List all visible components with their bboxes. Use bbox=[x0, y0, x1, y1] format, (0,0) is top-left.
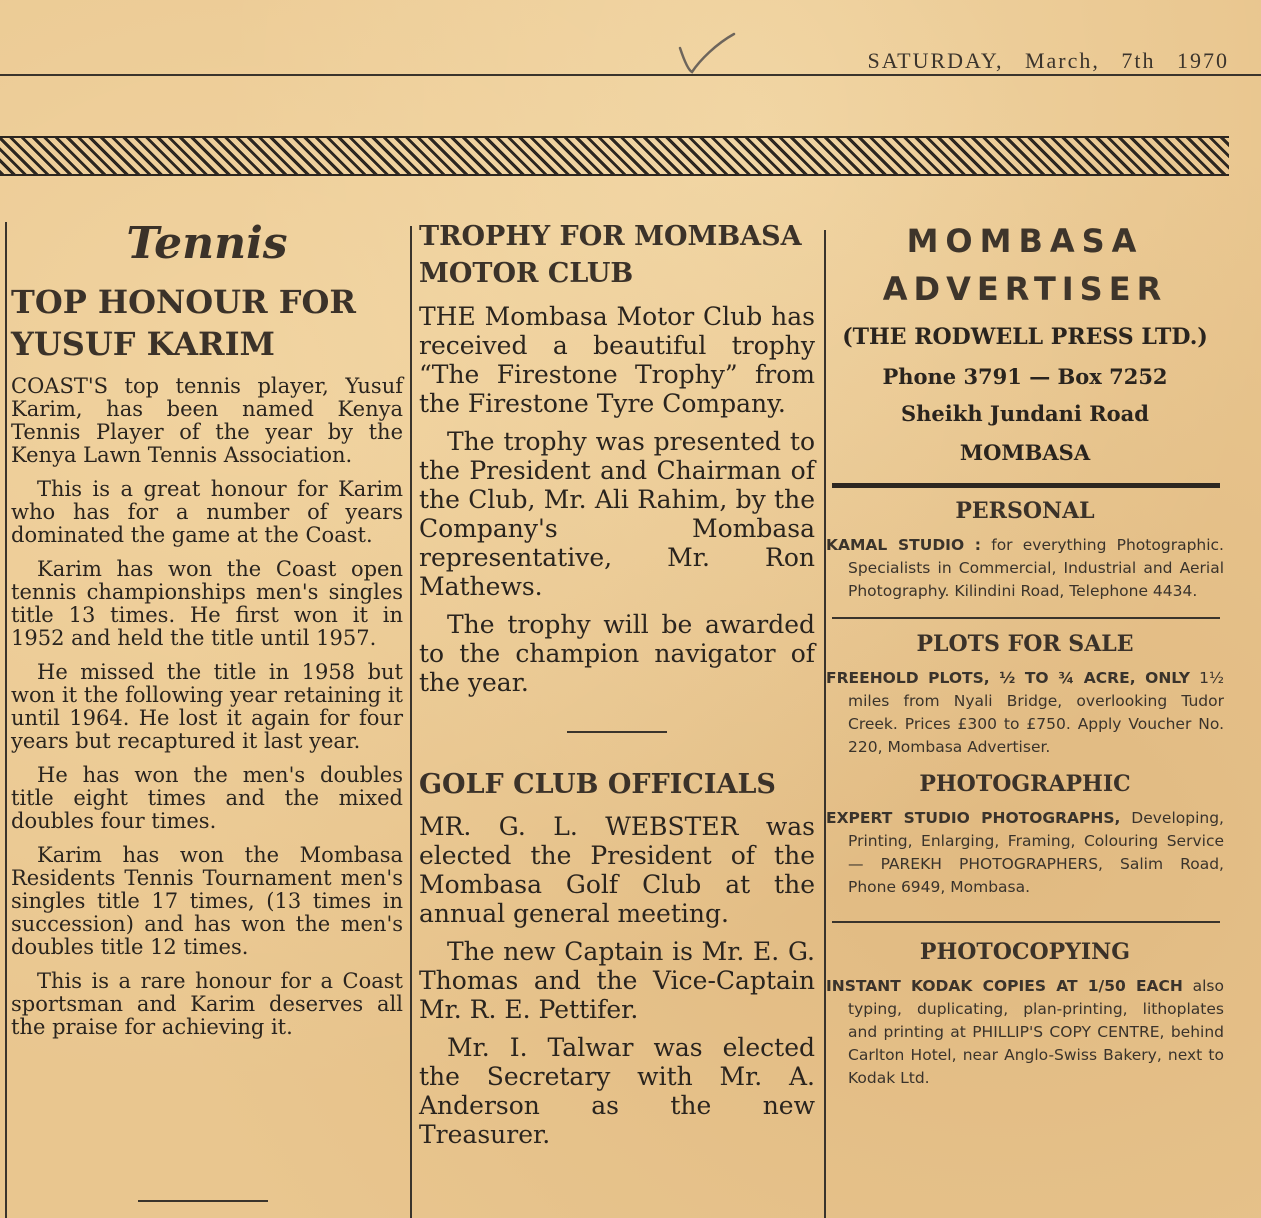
paragraph: The new Captain is Mr. E. G. Thomas and the Vice-Captain Mr. R. E. Pettifer. bbox=[419, 937, 815, 1024]
paragraph: THE Mombasa Motor Club has received a beautiful trophy “The Firestone Trophy” from the Firestone Tyre Company. bbox=[419, 302, 815, 418]
masthead-title: ADVERTISER bbox=[882, 270, 1168, 308]
headline-line: MOTOR CLUB bbox=[419, 258, 634, 289]
ad-lead: KAMAL STUDIO : bbox=[826, 536, 982, 554]
end-rule bbox=[138, 1200, 268, 1202]
motor-club-headline bbox=[419, 218, 815, 292]
paragraph: Karim has won the Coast open tennis championships men's singles title 13 times. He first won it in 1952 and held the title until 1957. bbox=[11, 557, 403, 650]
ad-text bbox=[826, 667, 1224, 759]
masthead-phone: Phone 3791 — Box 7252 bbox=[882, 364, 1168, 389]
ad-body: for everything Photographic. Specialists in Commercial, Industrial and Aerial Photography. Kilindini Road, Telephone 4434. bbox=[848, 536, 1224, 600]
paragraph: This is a rare honour for a Coast sportsman and Karim deserves all the praise for achieving it. bbox=[11, 969, 403, 1039]
advertiser-column bbox=[826, 220, 1224, 1090]
headline-line: TOP HONOUR FOR bbox=[11, 283, 356, 321]
hatched-banner bbox=[0, 136, 1229, 176]
paragraph: MR. G. L. WEBSTER was elected the President of the Mombasa Golf Club at the annual general meeting. bbox=[419, 812, 815, 928]
paragraph: He has won the men's doubles title eight times and the mixed doubles four times. bbox=[11, 763, 403, 833]
ad-heading: PLOTS FOR SALE bbox=[916, 631, 1134, 657]
headline bbox=[11, 281, 403, 365]
paragraph: Mr. I. Talwar was elected the Secretary with Mr. A. Anderson as the new Treasurer. bbox=[419, 1033, 815, 1149]
dateline: SATURDAY, March, 7th 1970 bbox=[867, 48, 1229, 73]
masthead-city: MOMBASA bbox=[959, 440, 1091, 465]
ad-heading: PERSONAL bbox=[955, 498, 1095, 524]
ad-lead: FREEHOLD PLOTS, ½ TO ¾ ACRE, ONLY bbox=[826, 669, 1190, 687]
ad-text bbox=[826, 807, 1224, 899]
paragraph: This is a great honour for Karim who has for a number of years dominated the game at the Coast. bbox=[11, 477, 403, 547]
top-rule bbox=[0, 74, 1261, 76]
ad-heading: PHOTOGRAPHIC bbox=[919, 771, 1131, 797]
column-rule-1 bbox=[410, 226, 412, 1218]
ad-body: Developing, Printing, Enlarging, Framing, Colouring Service — PAREKH PHOTOGRAPHERS, Salim Road, Phone 6949, Mombasa. bbox=[848, 809, 1224, 896]
section-title: Tennis bbox=[126, 218, 288, 269]
column-rule-left bbox=[5, 222, 7, 1218]
masthead-publisher: (THE RODWELL PRESS LTD.) bbox=[842, 324, 1208, 350]
ad-text bbox=[826, 975, 1224, 1090]
ad-lead: INSTANT KODAK COPIES AT 1/50 EACH bbox=[826, 977, 1183, 995]
tennis-column bbox=[11, 212, 403, 1050]
headline-line: TROPHY FOR MOMBASA bbox=[419, 221, 802, 252]
pen-check-mark-icon bbox=[676, 30, 736, 76]
ad-lead: EXPERT STUDIO PHOTOGRAPHS, bbox=[826, 809, 1121, 827]
masthead-address: Sheikh Jundani Road bbox=[901, 401, 1149, 426]
paragraph: He missed the title in 1958 but won it the following year retaining it until 1964. He lost it again for four years but recaptured it last year. bbox=[11, 660, 403, 753]
golf-club-headline: GOLF CLUB OFFICIALS bbox=[419, 769, 776, 800]
ad-rule bbox=[832, 921, 1220, 923]
ad-heading: PHOTOCOPYING bbox=[919, 939, 1131, 965]
ad-text bbox=[826, 534, 1224, 603]
story-divider bbox=[567, 731, 667, 733]
ad-body: 1½ miles from Nyali Bridge, overlooking Tudor Creek. Prices £300 to £750. Apply Voucher No. 220, Mombasa Advertiser. bbox=[848, 669, 1224, 756]
paragraph: COAST'S top tennis player, Yusuf Karim, has been named Kenya Tennis Player of the year by the Kenya Lawn Tennis Association. bbox=[11, 374, 403, 467]
masthead-title: MOMBASA bbox=[906, 222, 1144, 260]
headline-line: YUSUF KARIM bbox=[11, 325, 275, 363]
masthead-rule bbox=[832, 483, 1220, 488]
paragraph: The trophy will be awarded to the champion navigator of the year. bbox=[419, 610, 815, 697]
paragraph: Karim has won the Mombasa Residents Tennis Tournament men's singles title 17 times, (13 times in succession) and has won the men's doubles title 12 times. bbox=[11, 843, 403, 959]
ad-body: also typing, duplicating, plan-printing, lithoplates and printing at PHILLIP'S COPY CENTRE, behind Carlton Hotel, near Anglo-Swiss Bakery, next to Kodak Ltd. bbox=[848, 977, 1224, 1087]
paragraph: The trophy was presented to the President and Chairman of the Club, Mr. Ali Rahim, by the Company's Mombasa representative, Mr. Ron Mathews. bbox=[419, 427, 815, 601]
motor-golf-column bbox=[419, 218, 815, 1158]
ad-rule bbox=[832, 617, 1220, 619]
